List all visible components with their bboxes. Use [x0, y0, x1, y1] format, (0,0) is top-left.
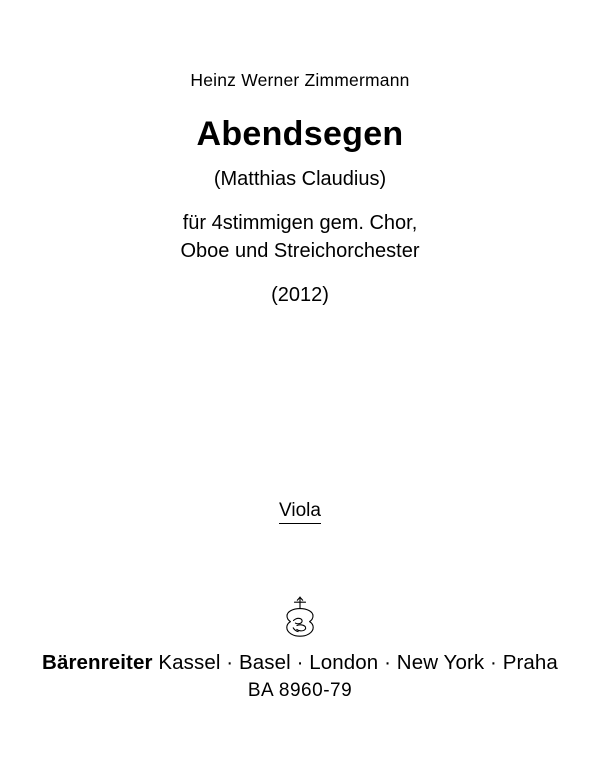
plate-number: BA 8960-79 [247, 680, 353, 701]
publisher-name: Bärenreiter [42, 651, 153, 674]
part-name [0, 500, 600, 522]
publisher-imprint [0, 651, 600, 675]
scoring-description [0, 209, 600, 266]
publisher-logo [0, 594, 600, 647]
scoring-line-1: für 4stimmigen gem. Chor, [182, 212, 418, 234]
title-block [0, 70, 600, 307]
composition-year: (2012) [271, 283, 329, 306]
part-name-label: Viola [279, 500, 321, 524]
composer-name: Heinz Werner Zimmermann [190, 70, 410, 90]
scoring-line-2: Oboe und Streichorchester [180, 240, 420, 263]
publisher-cities: Kassel · Basel · London · New York · Praha [152, 651, 558, 674]
lyricist-name: (Matthias Claudius) [213, 168, 387, 190]
baerenreiter-logo-icon [273, 629, 327, 646]
work-title: Abendsegen [196, 115, 404, 153]
